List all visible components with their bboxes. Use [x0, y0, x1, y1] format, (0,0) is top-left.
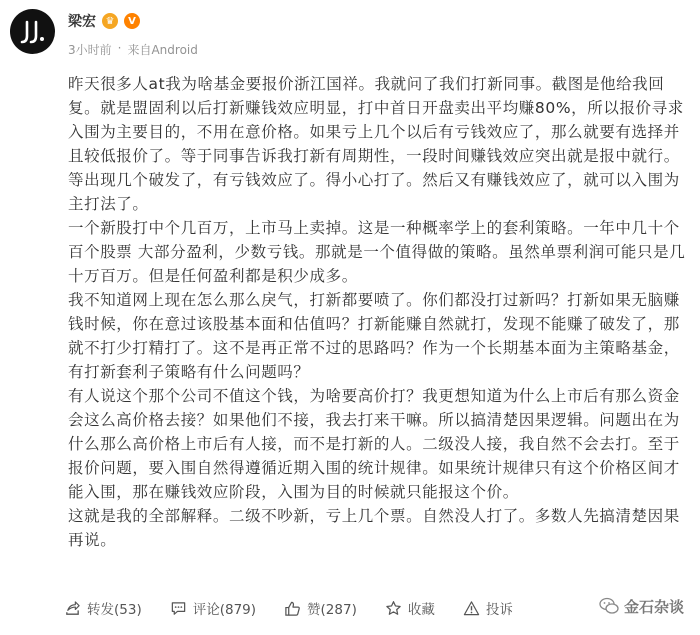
crown-badge-icon: ♛	[102, 13, 118, 29]
avatar-logo-icon	[18, 17, 48, 47]
post-paragraph: 昨天很多人at我为啥基金要报价浙江国祥。我就问了我们打新同事。截图是他给我回复。就是盟固利以后打新赚钱效应明显，打中首日开盘卖出平均赚80%，所以报价寻求入围为主要目的，不用在意价格。如果亏上几个以后有亏钱效应了，那么就要有选择并且较低报价了。等于同事告诉我打新有周期性，一段时间赚钱效应突出就是报中就行。等出现几个破发了，有亏钱效应了。得小心打了。然后又有赚钱效应了，就可以入围为主打法了。	[68, 75, 684, 213]
post-header	[68, 11, 140, 31]
post-time[interactable]: 3小时前	[68, 43, 112, 57]
favorite-label: 收藏	[407, 602, 435, 618]
like-button[interactable]	[284, 598, 357, 618]
meta-separator: ·	[117, 41, 122, 55]
thumbs-up-icon	[284, 600, 301, 617]
favorite-button[interactable]	[385, 598, 435, 618]
post-paragraph: 这就是我的全部解释。二级不吵新，亏上几个票。自然没人打了。多数人先搞清楚因果再说。	[68, 507, 680, 549]
post-paragraph: 我不知道网上现在怎么那么戾气，打新都要喷了。你们都没打过新吗？打新如果无脑赚钱时候，你在意过该股基本面和估值吗？打新能赚自然就打，发现不能赚了破发了，那就不打少打精打了。这不是再正常不过的思路吗？作为一个长期基本面为主策略基金，有打新套利子策略有什么问题吗？	[68, 291, 680, 381]
repost-button[interactable]	[64, 598, 142, 618]
wechat-icon	[598, 595, 620, 617]
comment-icon	[170, 600, 187, 617]
post-meta	[68, 41, 198, 58]
warning-icon	[463, 600, 480, 617]
star-icon	[385, 600, 402, 617]
comment-label: 评论(879)	[192, 602, 257, 618]
post-content	[68, 72, 690, 552]
action-bar	[64, 598, 541, 618]
post-paragraph: 有人说这个那个公司不值这个钱，为啥要高价打？我更想知道为什么上市后有那么资金会这么高价格去接？如果他们不接，我去打来干嘛。所以搞清楚因果逻辑。问题出在为什么那么高价格上市后有人接，而不是打新的人。二级没人接，我自然不会去打。至于报价问题，要入围自然得遵循近期入围的统计规律。如果统计规律只有这个价格区间才能入围，那在赚钱效应阶段，入围为目的时候就只能报这个价。	[68, 387, 680, 501]
share-icon	[64, 600, 81, 617]
post-paragraph: 一个新股打中个几百万，上市马上卖掉。这是一种概率学上的套利策略。一年中几十个百个股票 大部分盈利，少数亏钱。那就是一个值得做的策略。虽然单票利润可能只是几十万百万。但是任何盈利都是积少成多。	[68, 219, 686, 285]
like-label: 赞(287)	[307, 602, 357, 618]
report-button[interactable]	[463, 598, 513, 618]
post-source: 来自Android	[127, 43, 198, 57]
username[interactable]: 梁宏	[68, 14, 96, 30]
watermark-text: 金石杂谈	[623, 597, 684, 616]
user-avatar[interactable]	[10, 9, 55, 54]
comment-button[interactable]	[170, 598, 256, 618]
repost-label: 转发(53)	[87, 602, 142, 618]
verified-v-badge-icon: V	[124, 13, 140, 29]
report-label: 投诉	[485, 602, 513, 618]
watermark	[594, 593, 688, 619]
